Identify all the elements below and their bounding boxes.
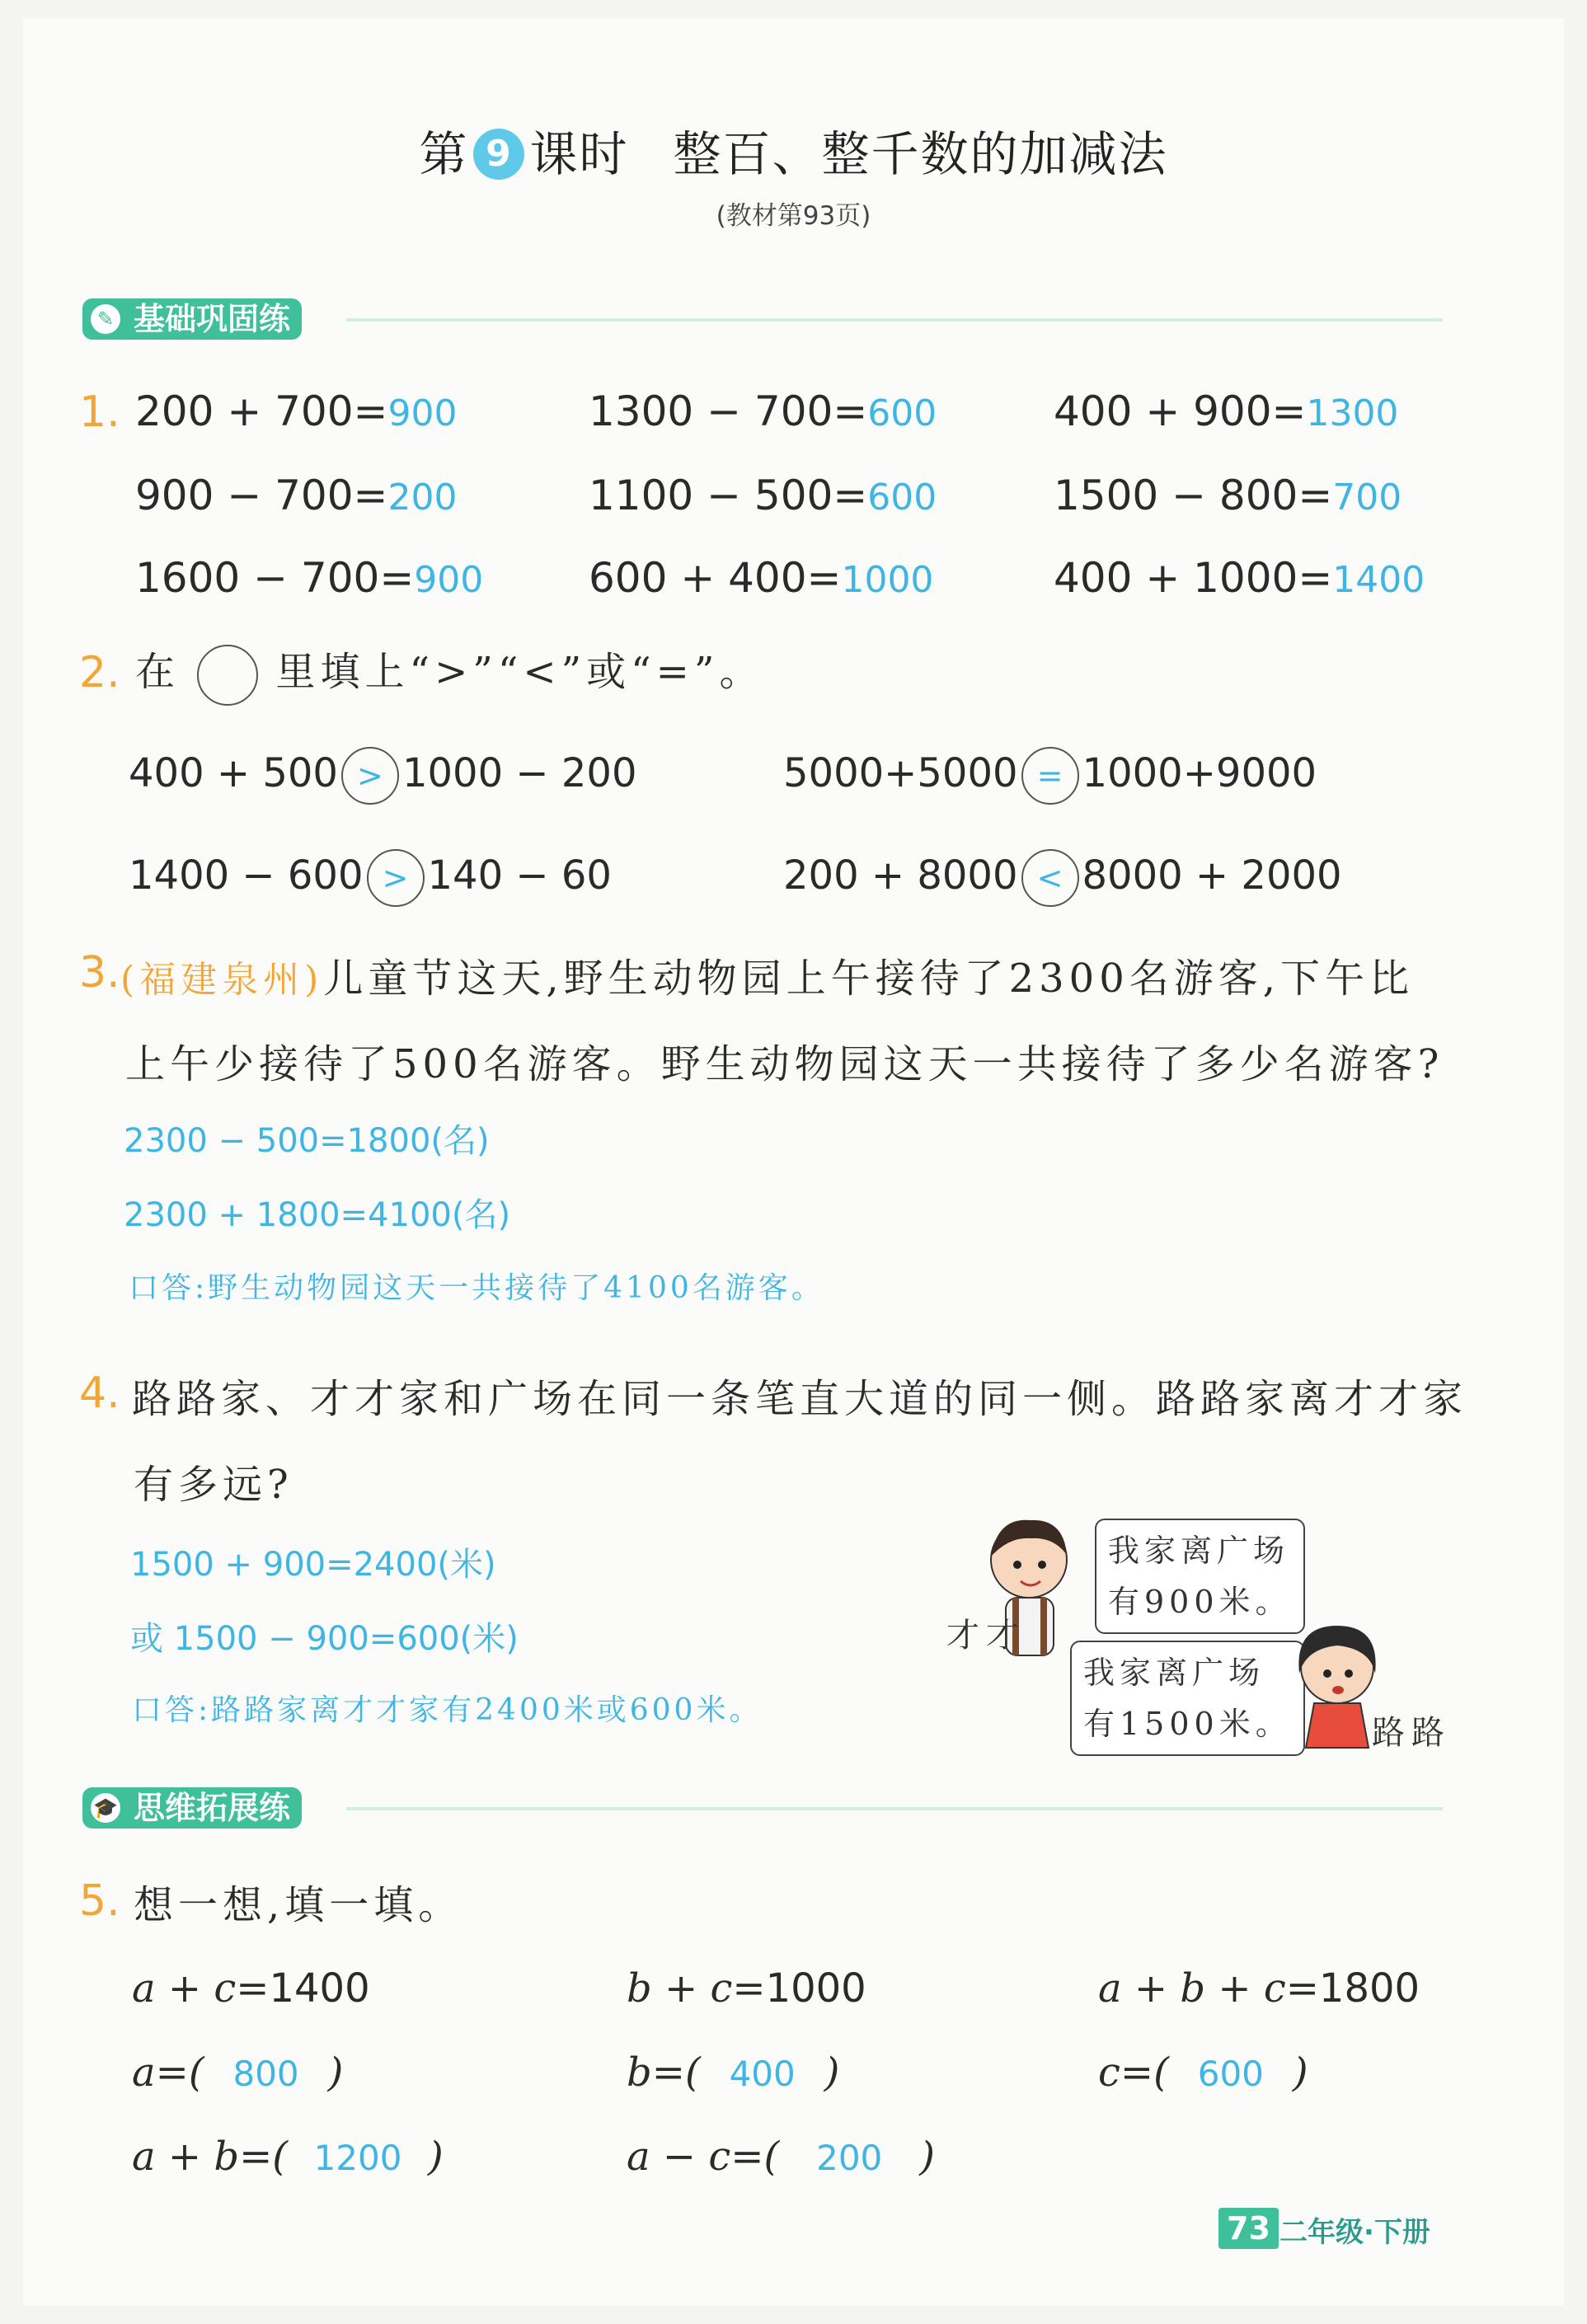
fill-a-minus-c: a − c=( 200 ): [627, 2134, 935, 2180]
title-suffix: 课时: [529, 126, 629, 182]
compare-circle: >: [341, 747, 399, 805]
girl-speech-bubble: 我家离广场 有1500米。: [1070, 1641, 1305, 1756]
fill-b: b=( 400 ): [627, 2049, 840, 2096]
q1-item: 600 + 400=1000: [589, 554, 934, 602]
q4-work-line: 1500 + 900=2400(米): [130, 1546, 496, 1584]
q4-work-line: 或 1500 − 900=600(米): [130, 1620, 519, 1658]
page-number-badge: 73: [1218, 2208, 1279, 2249]
answer: 900: [387, 392, 458, 434]
textbook-reference: (教材第93页): [716, 201, 871, 231]
question-3-line-1: (福建泉州)儿童节这天,野生动物园上午接待了2300名游客,下午比: [120, 955, 1415, 1002]
compare-item: 1400 − 600 > 140 − 60: [129, 849, 612, 907]
compare-circle: =: [1021, 747, 1079, 805]
q1-item: 400 + 1000=1400: [1054, 554, 1425, 602]
answer: 1000: [841, 559, 934, 601]
given-a-plus-c: a + c=1400: [132, 1965, 370, 2012]
given-b-plus-c: b + c=1000: [627, 1965, 866, 2012]
lesson-number-badge: 9: [473, 129, 524, 180]
compare-circle: <: [1021, 849, 1079, 907]
question-4-number: 4.: [79, 1369, 120, 1418]
q4-answer: 口答:路路家离才才家有2400米或600米。: [132, 1693, 763, 1727]
question-4-line-1: 路路家、才才家和广场在同一条笔直大道的同一侧。路路家离才才家: [132, 1376, 1468, 1422]
section-basic-practice: [82, 298, 302, 340]
q3-work-line: 2300 − 500=1800(名): [124, 1122, 490, 1160]
question-5-number: 5.: [79, 1876, 120, 1926]
question-3-line-2: 上午少接待了500名游客。野生动物园这天一共接待了多少名游客?: [125, 1041, 1444, 1087]
q1-item: 1100 − 500=600: [589, 472, 937, 519]
q1-item: 1500 − 800=700: [1054, 472, 1402, 519]
fill-a: a=( 800 ): [132, 2049, 344, 2096]
q1-item: 400 + 900=1300: [1054, 387, 1399, 435]
answer: 600: [867, 477, 937, 519]
title-topic: 整百、整千数的加减法: [673, 126, 1168, 182]
q3-work-line: 2300 + 1800=4100(名): [124, 1196, 511, 1234]
answer: 1400: [1332, 559, 1425, 601]
blank-circle-icon: [197, 645, 258, 706]
question-2-text: 在 里填上“>”“<”或“=”。: [135, 640, 763, 706]
workbook-page: [23, 18, 1564, 2306]
question-2-number: 2.: [79, 648, 120, 697]
pencil-icon: ✎: [91, 304, 120, 334]
section-divider: [346, 1807, 1443, 1810]
title-prefix: 第: [419, 126, 469, 182]
compare-item: 200 + 8000 < 8000 + 2000: [783, 849, 1342, 907]
compare-circle: >: [367, 849, 425, 907]
section-thinking-label: 思维拓展练: [134, 1790, 291, 1826]
question-3-number: 3.: [79, 948, 120, 998]
answer: 1300: [1306, 392, 1399, 434]
answer: 700: [1332, 477, 1402, 519]
section-basic-label: 基础巩固练: [134, 301, 291, 337]
question-4-line-2: 有多远?: [134, 1462, 293, 1508]
graduation-cap-icon: 🎓: [91, 1793, 120, 1823]
grade-label: 二年级·下册: [1279, 2216, 1430, 2249]
question-5-text: 想一想,填一填。: [134, 1882, 463, 1928]
fill-a-plus-b: a + b=( 1200 ): [132, 2134, 444, 2180]
fill-c: c=( 600 ): [1098, 2049, 1308, 2096]
section-divider: [346, 318, 1443, 322]
question-1-number: 1.: [79, 387, 120, 437]
lesson-title: [0, 115, 1587, 185]
answer: 900: [414, 559, 484, 601]
boy-name-label: 才才: [946, 1617, 1026, 1655]
q3-answer: 口答:野生动物园这天一共接待了4100名游客。: [129, 1271, 824, 1305]
compare-item: 400 + 500 > 1000 − 200: [129, 747, 636, 805]
q1-item: 900 − 700=200: [135, 472, 458, 519]
q1-item: 1300 − 700=600: [589, 387, 937, 435]
q1-item: 1600 − 700=900: [135, 554, 484, 602]
q1-item: 200 + 700=900: [135, 387, 458, 435]
given-a-plus-b-plus-c: a + b + c=1800: [1098, 1965, 1420, 2012]
section-thinking-extension: [82, 1787, 302, 1829]
compare-item: 5000+5000 = 1000+9000: [783, 747, 1317, 805]
answer: 200: [387, 477, 458, 519]
boy-speech-bubble: 我家离广场 有900米。: [1095, 1519, 1305, 1634]
girl-name-label: 路路: [1372, 1714, 1451, 1752]
question-source: (福建泉州): [120, 959, 324, 1001]
answer: 600: [867, 392, 937, 434]
